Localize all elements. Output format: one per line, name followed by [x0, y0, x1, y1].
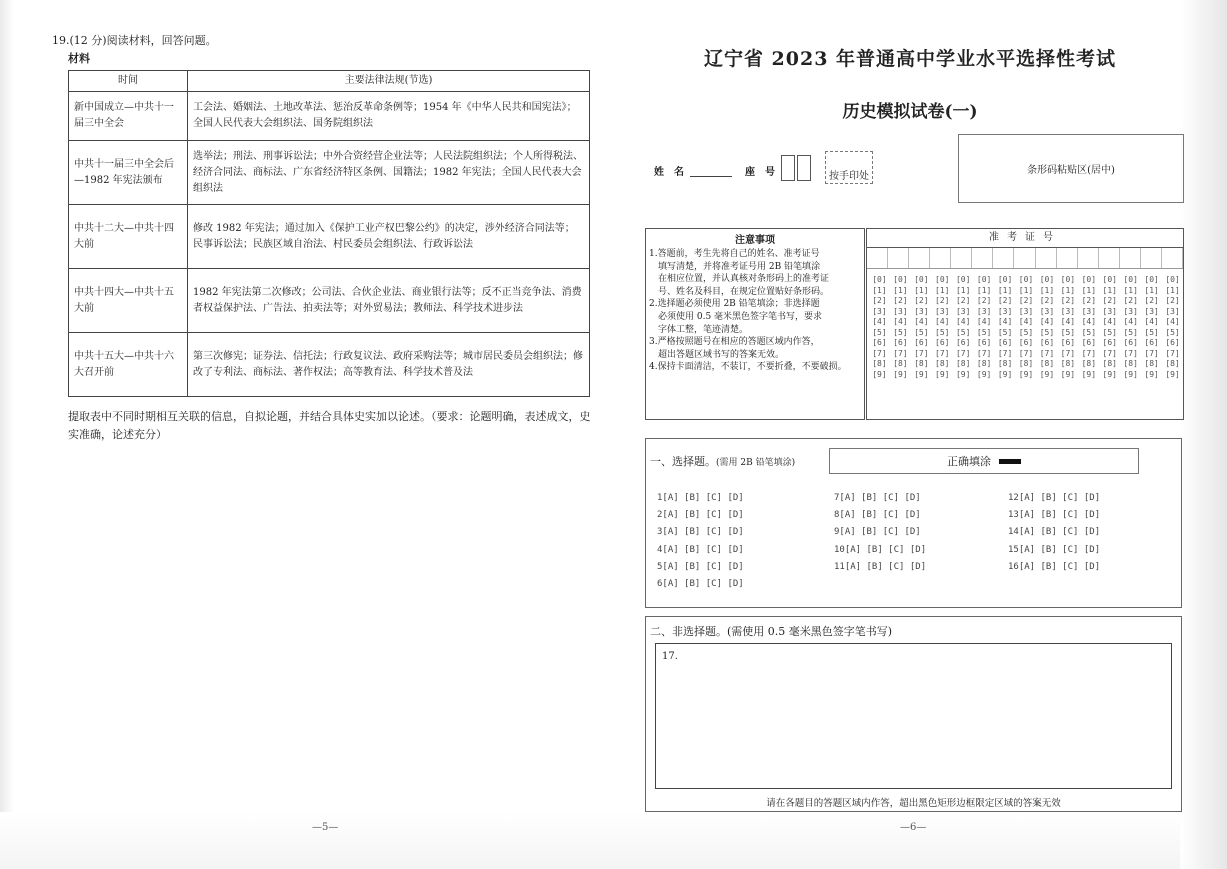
digit-bubble[interactable]: [9]: [935, 369, 950, 379]
fill-sample: [829, 448, 1139, 474]
filled-mark-icon: [999, 459, 1021, 464]
digit-column: [911, 275, 932, 380]
digit-bubble[interactable]: [8]: [1144, 359, 1159, 368]
digit-bubble[interactable]: [2]: [893, 296, 908, 305]
digit-bubble[interactable]: [4]: [1081, 317, 1097, 326]
digit-bubble[interactable]: [5]: [976, 327, 992, 337]
digit-entry-cell[interactable]: [972, 248, 993, 268]
digit-bubble[interactable]: [3]: [1060, 306, 1076, 316]
thumbprint-box[interactable]: 按手印处: [825, 151, 873, 184]
digit-entry-cell[interactable]: [867, 248, 888, 268]
digit-bubble[interactable]: [0]: [976, 275, 992, 284]
page-bottom-shadow: [0, 812, 1227, 869]
digit-bubble[interactable]: [0]: [893, 275, 908, 284]
laws-cell: 1982 年宪法第二次修改；公司法、合伙企业法、商业银行法等；反不正当竞争法、消费者权益保护法、广告法、拍卖法等；对外贸易法；教师法、科学技术进步法: [188, 269, 590, 333]
choice-title-note: (需用 2B 铅笔填涂): [716, 458, 796, 468]
digit-bubble[interactable]: [0]: [1018, 275, 1034, 284]
digit-bubble[interactable]: [8]: [976, 359, 992, 368]
digit-column: [1162, 275, 1183, 380]
notes-box: [645, 228, 865, 420]
period-cell: 中共十四大—中共十五大前: [69, 269, 188, 333]
digit-bubble[interactable]: [3]: [955, 306, 971, 316]
laws-cell: 第三次修宪；证券法、信托法；行政复议法、政府采购法等；城市居民委员会组织法；修改了专利法、商标法、著作权法；高等教育法、科学技术普及法: [188, 333, 590, 397]
digit-bubble[interactable]: [7]: [1039, 348, 1055, 358]
table-row: [69, 333, 590, 397]
digit-bubble[interactable]: [8]: [1060, 359, 1076, 368]
digit-bubble[interactable]: [4]: [914, 317, 929, 326]
digit-entry-cell[interactable]: [993, 248, 1014, 268]
table-row: [69, 269, 590, 333]
digit-bubble[interactable]: [9]: [955, 369, 971, 379]
digit-bubble[interactable]: [3]: [1039, 306, 1055, 316]
digit-bubble[interactable]: [6]: [935, 338, 950, 347]
note-line: 号、姓名及科目，在规定位置贴好条形码。: [649, 286, 830, 297]
digit-bubble[interactable]: [6]: [997, 338, 1013, 347]
period-cell: 新中国成立—中共十一届三中全会: [69, 92, 188, 141]
digit-bubble[interactable]: [9]: [1018, 369, 1034, 379]
digit-bubble[interactable]: [2]: [872, 296, 887, 305]
choice-item[interactable]: 4[A] [B] [C] [D]: [657, 544, 744, 555]
digit-bubble[interactable]: [8]: [1102, 359, 1117, 368]
digit-bubble[interactable]: [9]: [872, 369, 887, 379]
digit-bubble[interactable]: [7]: [1081, 348, 1097, 358]
digit-bubble[interactable]: [2]: [1165, 296, 1180, 305]
digit-column: [1141, 275, 1162, 380]
digit-bubble[interactable]: [2]: [1144, 296, 1159, 305]
digit-bubble[interactable]: [5]: [1102, 327, 1117, 337]
digit-bubble[interactable]: [4]: [872, 317, 887, 326]
digit-bubble[interactable]: [9]: [976, 369, 992, 379]
table-row: [69, 92, 590, 141]
choice-item[interactable]: 9[A] [B] [C] [D]: [834, 527, 921, 538]
digit-bubble[interactable]: [1]: [1123, 285, 1138, 295]
digit-bubble[interactable]: [2]: [1123, 296, 1138, 305]
note-line: 必须使用 0.5 毫米黑色签字笔书写，要求: [649, 311, 823, 322]
question-instruction: 提取表中不同时期相互关联的信息，自拟论题，并结合具体史实加以论述。（要求：论题明确，表述成文，史实准确，论述充分）: [68, 410, 591, 441]
note-line: 2.选择题必须使用 2B 铅笔填涂；非选择题: [649, 299, 820, 310]
digit-entry-cell[interactable]: [909, 248, 930, 268]
digit-bubble[interactable]: [5]: [997, 327, 1013, 337]
digit-entry-cell[interactable]: [1036, 248, 1057, 268]
digit-bubble[interactable]: [7]: [1060, 348, 1076, 358]
digit-bubble[interactable]: [2]: [1039, 296, 1055, 305]
admission-bubble-grid[interactable]: [869, 275, 1183, 380]
digit-bubble[interactable]: [7]: [935, 348, 950, 358]
digit-bubble[interactable]: [0]: [955, 275, 971, 284]
choice-title: [650, 453, 795, 469]
question-title: 19.(12 分)阅读材料，回答问题。: [52, 34, 217, 47]
digit-bubble[interactable]: [8]: [1165, 359, 1180, 368]
digit-bubble[interactable]: [7]: [1018, 348, 1034, 358]
digit-bubble[interactable]: [4]: [997, 317, 1013, 326]
digit-bubble[interactable]: [4]: [1144, 317, 1159, 326]
period-cell: 中共十一届三中全会后—1982 年宪法颁布: [69, 141, 188, 205]
digit-bubble[interactable]: [6]: [1165, 338, 1180, 347]
digit-entry-cell[interactable]: [888, 248, 909, 268]
digit-bubble[interactable]: [6]: [1123, 338, 1138, 347]
digit-bubble[interactable]: [2]: [1081, 296, 1097, 305]
digit-bubble[interactable]: [8]: [872, 359, 887, 368]
choice-section: [645, 438, 1182, 608]
admission-number-title: 准考证号: [867, 229, 1183, 248]
digit-bubble[interactable]: [1]: [893, 285, 908, 295]
digit-entry-cell[interactable]: [1014, 248, 1035, 268]
digit-bubble[interactable]: [1]: [1102, 285, 1117, 295]
digit-bubble[interactable]: [4]: [1039, 317, 1055, 326]
digit-bubble[interactable]: [1]: [1039, 285, 1055, 295]
digit-bubble[interactable]: [3]: [1165, 306, 1180, 316]
choice-item[interactable]: 7[A] [B] [C] [D]: [834, 493, 921, 503]
digit-bubble[interactable]: [1]: [1018, 285, 1034, 295]
fill-sample-label: 正确填涂: [947, 455, 991, 468]
answer-box-17[interactable]: [655, 643, 1172, 789]
digit-bubble[interactable]: [7]: [872, 348, 887, 358]
digit-bubble[interactable]: [2]: [976, 296, 992, 305]
digit-entry-cell[interactable]: [1057, 248, 1078, 268]
digit-column: [995, 275, 1016, 380]
digit-bubble[interactable]: [1]: [976, 285, 992, 295]
digit-bubble[interactable]: [1]: [872, 285, 887, 295]
digit-bubble[interactable]: [5]: [1123, 327, 1138, 337]
digit-bubble[interactable]: [6]: [1018, 338, 1034, 347]
table-header-row: [69, 71, 590, 92]
choice-item[interactable]: 10[A] [B] [C] [D]: [834, 544, 927, 555]
digit-bubble[interactable]: [2]: [1102, 296, 1117, 305]
notes-title: 注意事项: [735, 235, 775, 246]
digit-bubble[interactable]: [0]: [872, 275, 887, 284]
digit-bubble[interactable]: [8]: [1123, 359, 1138, 368]
choice-item[interactable]: 8[A] [B] [C] [D]: [834, 510, 921, 521]
digit-bubble[interactable]: [8]: [1018, 359, 1034, 368]
digit-bubble[interactable]: [0]: [1081, 275, 1097, 284]
digit-column: [890, 275, 911, 380]
digit-bubble[interactable]: [8]: [893, 359, 908, 368]
digit-bubble[interactable]: [4]: [1018, 317, 1034, 326]
law-table: [68, 70, 590, 397]
digit-bubble[interactable]: [9]: [1081, 369, 1097, 379]
digit-bubble[interactable]: [0]: [1123, 275, 1138, 284]
digit-bubble[interactable]: [7]: [997, 348, 1013, 358]
digit-bubble[interactable]: [9]: [1039, 369, 1055, 379]
digit-bubble[interactable]: [4]: [1060, 317, 1076, 326]
material-label: 材料: [68, 52, 90, 65]
digit-bubble[interactable]: [0]: [1102, 275, 1117, 284]
digit-bubble[interactable]: [7]: [1102, 348, 1117, 358]
digit-column: [1057, 275, 1078, 380]
digit-entry-cell[interactable]: [1141, 248, 1162, 268]
digit-bubble[interactable]: [5]: [1165, 327, 1180, 337]
digit-bubble[interactable]: [9]: [1144, 369, 1159, 379]
admission-number-box: [866, 228, 1184, 420]
digit-bubble[interactable]: [5]: [914, 327, 929, 337]
digit-bubble[interactable]: [4]: [1165, 317, 1180, 326]
digit-column: [953, 275, 974, 380]
digit-bubble[interactable]: [8]: [1081, 359, 1097, 368]
digit-bubble[interactable]: [3]: [914, 306, 929, 316]
note-line: 超出答题区域书写的答案无效。: [649, 349, 785, 360]
exam-title: 辽宁省 2023 年普通高中学业水平选择性考试: [703, 48, 1117, 70]
digit-bubble[interactable]: [6]: [1081, 338, 1097, 347]
note-line: 4.保持卡面清洁，不装订，不要折叠，不要破损。: [649, 362, 847, 373]
choice-column-2: [834, 490, 926, 576]
choice-item[interactable]: 5[A] [B] [C] [D]: [657, 561, 744, 572]
digit-bubble[interactable]: [5]: [1060, 327, 1076, 337]
digit-bubble[interactable]: [6]: [914, 338, 929, 347]
seat-box[interactable]: [797, 155, 811, 181]
digit-bubble[interactable]: [3]: [1081, 306, 1097, 316]
digit-bubble[interactable]: [1]: [997, 285, 1013, 295]
digit-bubble[interactable]: [3]: [997, 306, 1013, 316]
digit-bubble[interactable]: [7]: [1123, 348, 1138, 358]
digit-bubble[interactable]: [3]: [1018, 306, 1034, 316]
notes-list: [649, 248, 861, 374]
digit-bubble[interactable]: [1]: [1165, 285, 1180, 295]
digit-bubble[interactable]: [5]: [893, 327, 908, 337]
digit-bubble[interactable]: [9]: [1102, 369, 1117, 379]
digit-bubble[interactable]: [8]: [997, 359, 1013, 368]
digit-bubble[interactable]: [7]: [914, 348, 929, 358]
digit-bubble[interactable]: [5]: [1039, 327, 1055, 337]
note-line: 3.严格按照题号在相应的答题区域内作答，: [649, 337, 820, 348]
choice-item[interactable]: 16[A] [B] [C] [D]: [1008, 561, 1101, 572]
choice-item[interactable]: 12[A] [B] [C] [D]: [1008, 493, 1101, 503]
note-line: 1.答题前，考生先将自己的姓名、准考证号: [649, 249, 820, 259]
digit-entry-cell[interactable]: [951, 248, 972, 268]
admission-digit-entry-row[interactable]: [867, 248, 1183, 269]
digit-bubble[interactable]: [2]: [997, 296, 1013, 305]
seat-box[interactable]: [781, 155, 795, 181]
digit-bubble[interactable]: [6]: [955, 338, 971, 347]
choice-item[interactable]: 11[A] [B] [C] [D]: [834, 561, 927, 572]
digit-bubble[interactable]: [7]: [893, 348, 908, 358]
digit-bubble[interactable]: [3]: [1144, 306, 1159, 316]
table-row: [69, 141, 590, 205]
digit-bubble[interactable]: [9]: [914, 369, 929, 379]
digit-bubble[interactable]: [9]: [1060, 369, 1076, 379]
digit-bubble[interactable]: [8]: [955, 359, 971, 368]
choice-item[interactable]: 6[A] [B] [C] [D]: [657, 579, 744, 590]
digit-column: [1016, 275, 1037, 380]
digit-bubble[interactable]: [0]: [1144, 275, 1159, 284]
note-line: 在相应位置，并认真核对条形码上的准考证: [649, 274, 830, 285]
digit-bubble[interactable]: [5]: [872, 327, 887, 337]
choice-title-text: 一、选择题。: [650, 455, 716, 468]
digit-bubble[interactable]: [0]: [1039, 275, 1055, 284]
page-number-right: —6—: [900, 822, 927, 833]
digit-bubble[interactable]: [5]: [955, 327, 971, 337]
digit-bubble[interactable]: [4]: [893, 317, 908, 326]
digit-bubble[interactable]: [9]: [893, 369, 908, 379]
digit-bubble[interactable]: [0]: [935, 275, 950, 284]
digit-bubble[interactable]: [2]: [935, 296, 950, 305]
digit-bubble[interactable]: [4]: [955, 317, 971, 326]
digit-entry-cell[interactable]: [1120, 248, 1141, 268]
note-line: 填写清楚，并将准考证号用 2B 铅笔填涂: [649, 261, 821, 272]
choice-column-1: [657, 490, 744, 593]
table-header-period: 时间: [69, 71, 188, 92]
digit-bubble[interactable]: [7]: [1165, 348, 1180, 358]
digit-bubble[interactable]: [1]: [1081, 285, 1097, 295]
digit-bubble[interactable]: [3]: [893, 306, 908, 316]
page-number-left: —5—: [312, 822, 339, 833]
answer-warning: 请在各题目的答题区域内作答，超出黑色矩形边框限定区域的答案无效: [766, 798, 1061, 809]
digit-bubble[interactable]: [6]: [893, 338, 908, 347]
paper-title: 历史模拟试卷(一): [842, 102, 978, 122]
choice-item[interactable]: 13[A] [B] [C] [D]: [1008, 510, 1101, 521]
digit-bubble[interactable]: [1]: [1144, 285, 1159, 295]
digit-bubble[interactable]: [3]: [872, 306, 887, 316]
digit-entry-cell[interactable]: [930, 248, 951, 268]
note-line: 字体工整，笔迹清楚。: [649, 324, 749, 335]
digit-bubble[interactable]: [9]: [1123, 369, 1138, 379]
digit-column: [974, 275, 995, 380]
choice-column-3: [1008, 490, 1100, 576]
digit-bubble[interactable]: [8]: [914, 359, 929, 368]
digit-bubble[interactable]: [3]: [935, 306, 950, 316]
digit-bubble[interactable]: [3]: [1123, 306, 1138, 316]
period-cell: 中共十五大—中共十六大召开前: [69, 333, 188, 397]
table-header-laws: 主要法律法规(节选): [188, 71, 590, 92]
digit-bubble[interactable]: [5]: [1081, 327, 1097, 337]
digit-bubble[interactable]: [0]: [1060, 275, 1076, 284]
digit-bubble[interactable]: [6]: [976, 338, 992, 347]
digit-bubble[interactable]: [6]: [1144, 338, 1159, 347]
digit-bubble[interactable]: [0]: [997, 275, 1013, 284]
digit-bubble[interactable]: [9]: [1165, 369, 1180, 379]
choice-item[interactable]: 2[A] [B] [C] [D]: [657, 510, 744, 521]
digit-bubble[interactable]: [2]: [1060, 296, 1076, 305]
table-row: [69, 205, 590, 269]
name-input-line[interactable]: [690, 175, 732, 177]
digit-bubble[interactable]: [8]: [1039, 359, 1055, 368]
essay-title: 二、非选择题。(需使用 0.5 毫米黑色签字笔书写): [650, 625, 893, 638]
digit-bubble[interactable]: [7]: [976, 348, 992, 358]
digit-column: [1099, 275, 1120, 380]
choice-item[interactable]: 15[A] [B] [C] [D]: [1008, 544, 1101, 555]
digit-bubble[interactable]: [1]: [935, 285, 950, 295]
digit-column: [1037, 275, 1058, 380]
name-label: 姓 名: [654, 167, 684, 178]
digit-bubble[interactable]: [5]: [935, 327, 950, 337]
digit-bubble[interactable]: [3]: [1102, 306, 1117, 316]
digit-bubble[interactable]: [5]: [1144, 327, 1159, 337]
choice-item[interactable]: 1[A] [B] [C] [D]: [657, 493, 744, 503]
digit-bubble[interactable]: [1]: [914, 285, 929, 295]
page-edge-shadow: [0, 0, 14, 869]
digit-bubble[interactable]: [2]: [955, 296, 971, 305]
digit-bubble[interactable]: [0]: [914, 275, 929, 284]
digit-column: [869, 275, 890, 380]
digit-bubble[interactable]: [6]: [1039, 338, 1055, 347]
digit-bubble[interactable]: [1]: [1060, 285, 1076, 295]
digit-bubble[interactable]: [8]: [935, 359, 950, 368]
digit-entry-cell[interactable]: [1078, 248, 1099, 268]
digit-bubble[interactable]: [5]: [1018, 327, 1034, 337]
barcode-area: 条形码粘贴区(居中): [958, 134, 1184, 203]
digit-column: [1120, 275, 1141, 380]
digit-bubble[interactable]: [7]: [1144, 348, 1159, 358]
digit-bubble[interactable]: [6]: [1060, 338, 1076, 347]
digit-bubble[interactable]: [4]: [935, 317, 950, 326]
digit-column: [932, 275, 953, 380]
answer-number: 17.: [662, 651, 678, 662]
digit-entry-cell[interactable]: [1099, 248, 1120, 268]
digit-entry-cell[interactable]: [1162, 248, 1183, 268]
digit-bubble[interactable]: [7]: [955, 348, 971, 358]
digit-bubble[interactable]: [0]: [1165, 275, 1180, 284]
digit-bubble[interactable]: [4]: [1123, 317, 1138, 326]
laws-cell: 选举法；刑法、刑事诉讼法；中外合资经营企业法等；人民法院组织法；个人所得税法、经济合同法、商标法、广东省经济特区条例、国籍法；1982 年宪法；全国人民代表大会组织法: [188, 141, 590, 205]
period-cell: 中共十二大—中共十四大前: [69, 205, 188, 269]
digit-bubble[interactable]: [2]: [1018, 296, 1034, 305]
digit-bubble[interactable]: [1]: [955, 285, 971, 295]
digit-bubble[interactable]: [3]: [976, 306, 992, 316]
choice-item[interactable]: 3[A] [B] [C] [D]: [657, 527, 744, 538]
seat-label: 座 号: [745, 167, 775, 178]
digit-bubble[interactable]: [9]: [997, 369, 1013, 379]
essay-section: [645, 616, 1182, 812]
laws-cell: 修改 1982 年宪法；通过加入《保护工业产权巴黎公约》的决定，涉外经济合同法等；民事诉讼法；民族区域自治法、村民委员会组织法、行政诉讼法: [188, 205, 590, 269]
digit-column: [1078, 275, 1099, 380]
digit-bubble[interactable]: [6]: [872, 338, 887, 347]
digit-bubble[interactable]: [2]: [914, 296, 929, 305]
choice-item[interactable]: 14[A] [B] [C] [D]: [1008, 527, 1101, 538]
page-edge-shadow: [1180, 0, 1227, 869]
digit-bubble[interactable]: [4]: [976, 317, 992, 326]
laws-cell: 工会法、婚姻法、土地改革法、惩治反革命条例等；1954 年《中华人民共和国宪法》；全国人民代表大会组织法、国务院组织法: [188, 92, 590, 141]
digit-bubble[interactable]: [4]: [1102, 317, 1117, 326]
digit-bubble[interactable]: [6]: [1102, 338, 1117, 347]
